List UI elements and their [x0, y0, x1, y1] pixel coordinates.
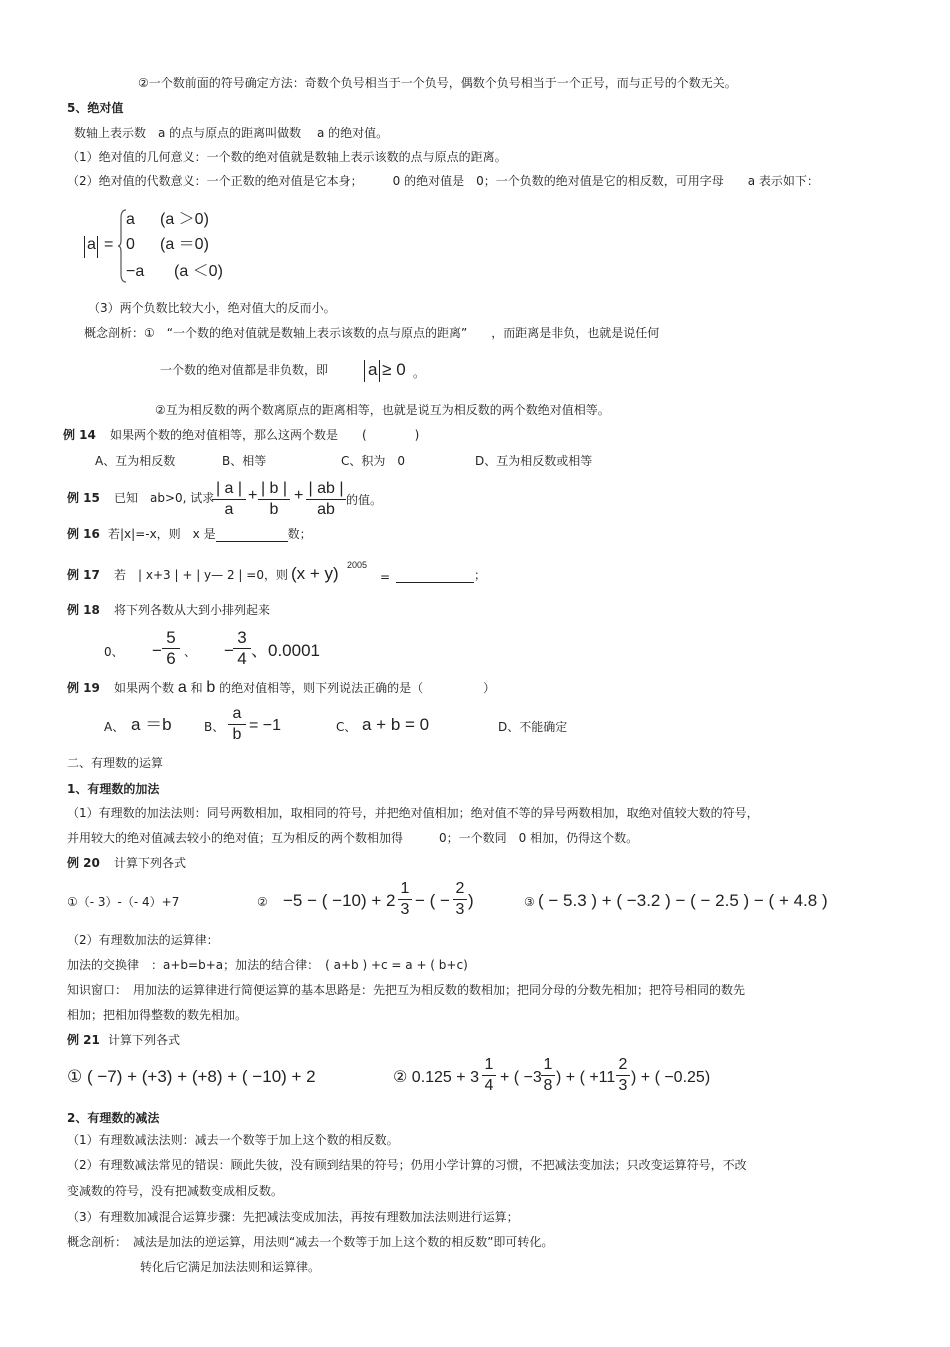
subtraction-rule-3: （3）有理数加减混合运算步骤：先把减法变成加法，再按有理数加法法则进行运算； — [67, 1210, 519, 1224]
concept-analysis-2: ②互为相反数的两个数离原点的距离相等，也就是说互为相反数的两个数绝对值相等。 — [155, 403, 610, 417]
example-17-answer: ； — [396, 567, 486, 583]
example-16-question: 若|x|=-x，则 x 是 数； — [108, 527, 312, 541]
example-20-item-1: ①（- 3）-（- 4）+7 — [67, 895, 180, 909]
example-21-label: 例 21 — [67, 1033, 100, 1047]
abs-geometric-meaning: （1）绝对值的几何意义：一个数的绝对值就是数轴上表示该数的点与原点的距离。 — [67, 150, 507, 164]
example-19-label: 例 19 — [67, 681, 100, 695]
example-19-option-a-label: A、 — [104, 720, 125, 734]
separator: 、 — [184, 645, 197, 659]
example-18-fraction-2: 3 4 — [233, 628, 251, 669]
example-15-fraction-3: | ab | ab — [306, 479, 346, 520]
subtraction-rule-2a: （2）有理数减法常见的错误：顾此失彼，没有顾到结果的符号；仍用小学计算的习惯，不把减法变加法；只改变运算符号，不改 — [67, 1158, 747, 1172]
piecewise-row-3-value: −a — [126, 263, 145, 280]
example-19-option-b-rest: = −1 — [249, 717, 282, 734]
abs-compare-rule: （3）两个负数比较大小，绝对值大的反而小。 — [88, 301, 336, 315]
addition-rule-b: 并用较大的绝对值减去较小的绝对值；互为相反的两个数相加得 0；一个数同 0 相加，仍得这个数。 — [67, 831, 639, 845]
example-20-item-2-label: ② — [257, 895, 268, 909]
example-17-exponent: 2005 — [347, 560, 368, 570]
example-15-question: 已知 ab>0, 试求 — [114, 491, 215, 505]
example-14-option-d: D、互为相反数或相等 — [475, 454, 593, 468]
answer-blank[interactable] — [396, 568, 474, 583]
concept-analysis-1b: 一个数的绝对值都是非负数，即 — [160, 363, 329, 377]
example-15-fraction-2: | b | b — [258, 479, 290, 520]
example-21-item-2-fraction-2: 1 8 — [541, 1055, 555, 1096]
example-17-label: 例 17 — [67, 568, 100, 582]
example-21-item-2-fraction-1: 1 4 — [482, 1055, 496, 1096]
example-15-label: 例 15 — [67, 491, 100, 505]
piecewise-row-1-value: a — [126, 211, 135, 228]
example-21-question: 计算下列各式 — [108, 1033, 181, 1047]
example-14-option-b: B、相等 — [222, 454, 267, 468]
example-19-option-b-label: B、 — [204, 720, 225, 734]
abs-algebraic-meaning: （2）绝对值的代数意义：一个正数的绝对值是它本身； 0 的绝对值是 0；一个负数的绝对值是它的相反数，可用字母 a 表示如下： — [67, 174, 819, 188]
example-17-expression: (x + y) — [291, 564, 339, 583]
example-19-option-c: a + b = 0 — [362, 715, 430, 734]
example-18-last-number: 、0.0001 — [251, 641, 320, 660]
minus-sign: − — [224, 641, 234, 660]
example-14-question: 如果两个数的绝对值相等，那么这两个数是 ( ) — [110, 428, 420, 442]
example-18-question: 将下列各数从大到小排列起来 — [114, 603, 271, 617]
example-18-label: 例 18 — [67, 603, 100, 617]
example-19-option-d: D、不能确定 — [498, 720, 568, 734]
subtraction-concept-b: 转化后它满足加法法则和运算律。 — [140, 1260, 321, 1274]
plus-sign: + — [294, 487, 304, 504]
example-21-item-2-fraction-3: 2 3 — [616, 1055, 630, 1096]
example-14-label: 例 14 — [63, 428, 96, 442]
piecewise-row-2-value: 0 — [126, 236, 135, 253]
example-20-label: 例 20 — [67, 856, 100, 870]
example-20-question: 计算下列各式 — [114, 856, 187, 870]
answer-blank[interactable] — [216, 527, 288, 542]
piecewise-row-3-cond: (a ＜0) — [174, 263, 223, 280]
knowledge-tip-a: 知识窗口： 用加法的运算律进行简便运算的基本思路是：先把互为相反数的数相加；把同分母的分数先相加；把符号相同的数先 — [67, 983, 746, 997]
addition-title: 1、有理数的加法 — [67, 782, 160, 796]
subtraction-title: 2、有理数的减法 — [67, 1111, 160, 1125]
subtraction-rule-1: （1）有理数减法法则：减去一个数等于加上这个数的相反数。 — [67, 1133, 399, 1147]
example-20-item-2-fraction-2: 2 3 — [453, 879, 467, 920]
example-20-item-2-part-a: −5 − ( −10) + 2 — [283, 891, 396, 910]
part-2-title: 二、有理数的运算 — [67, 756, 164, 770]
piecewise-equals: = — [104, 236, 114, 253]
addition-rule-a: （1）有理数的加法法则：同号两数相加，取相同的符号，并把绝对值相加；绝对值不等的异号两数相加，取绝对值较大数的符号， — [67, 806, 759, 820]
example-21-item-2-part-d: ) + ( −0.25) — [631, 1069, 711, 1086]
example-19-option-a: a ＝b — [131, 715, 172, 734]
example-20-item-3: ( − 5.3 ) + ( −3.2 ) − ( − 2.5 ) − ( + 4.8 ) — [538, 891, 828, 910]
concept-analysis-1a: 概念剖析：① “一个数的绝对值就是数轴上表示该数的点与原点的距离” ，而距离是非负，也就是说任何 — [84, 326, 660, 340]
addition-laws: 加法的交换律 ：a+b=b+a；加法的结合律： ( a+b ) +c = a + ( b+c) — [67, 958, 468, 972]
example-20-item-2-part-b: − ( − — [415, 891, 450, 910]
subtraction-concept-a: 概念剖析： 减法是加法的逆运算，用法则“减去一个数等于加上这个数的相反数”即可转化。 — [67, 1235, 554, 1249]
abs-definition: 数轴上表示数 a 的点与原点的距离叫做数 a 的绝对值。 — [74, 126, 389, 140]
piecewise-row-1-cond: (a ＞0) — [160, 211, 209, 228]
section5-title: 5、绝对值 — [67, 101, 124, 115]
example-18-fraction-1: 5 6 — [162, 628, 180, 669]
example-14-option-a: A、互为相反数 — [95, 454, 176, 468]
example-21-item-2-part-b: + ( −3 — [500, 1069, 542, 1086]
minus-sign: − — [152, 641, 162, 660]
example-16-label: 例 16 — [67, 527, 100, 541]
example-14-option-c: C、积为 0 — [341, 454, 406, 468]
piecewise-lhs: a — [87, 236, 96, 253]
addition-laws-title: （2）有理数加法的运算律： — [67, 933, 219, 947]
example-18-zero: 0、 — [104, 645, 124, 659]
example-19-question: 如果两个数 a 和 b 的绝对值相等，则下列说法正确的是（ ） — [114, 679, 496, 696]
example-20-item-3-label: ③ — [524, 895, 535, 909]
sign-rule: ②一个数前面的符号确定方法：奇数个负号相当于一个负号，偶数个负号相当于一个正号，而与正号的个数无关。 — [138, 76, 737, 90]
nonnegative-formula: a ≥ 0 — [368, 360, 406, 379]
example-17-question: 若 | x+3 | + | y— 2 | =0，则 — [114, 568, 288, 582]
example-21-item-2-part-a: ② 0.125 + 3 — [393, 1069, 479, 1086]
example-15-end: 的值。 — [346, 493, 383, 507]
piecewise-row-2-cond: (a ＝0) — [160, 236, 209, 253]
example-21-item-1: ① ( −7) + (+3) + (+8) + ( −10) + 2 — [67, 1067, 316, 1086]
knowledge-tip-b: 相加；把相加得整数的数先相加。 — [67, 1008, 248, 1022]
example-21-item-2-part-c: ) + ( +11 — [556, 1069, 616, 1086]
concept-analysis-1-end: 。 — [413, 366, 426, 380]
example-19-option-b-fraction: a b — [228, 704, 246, 745]
plus-sign: + — [248, 487, 258, 504]
equals-sign: = — [380, 570, 391, 584]
example-20-item-2-part-c: ) — [468, 891, 474, 910]
example-15-fraction-1: | a | a — [212, 479, 246, 520]
example-19-option-c-label: C、 — [336, 720, 357, 734]
example-20-item-2-fraction-1: 1 3 — [398, 879, 412, 920]
subtraction-rule-2b: 变减数的符号，没有把减数变成相反数。 — [67, 1184, 284, 1198]
